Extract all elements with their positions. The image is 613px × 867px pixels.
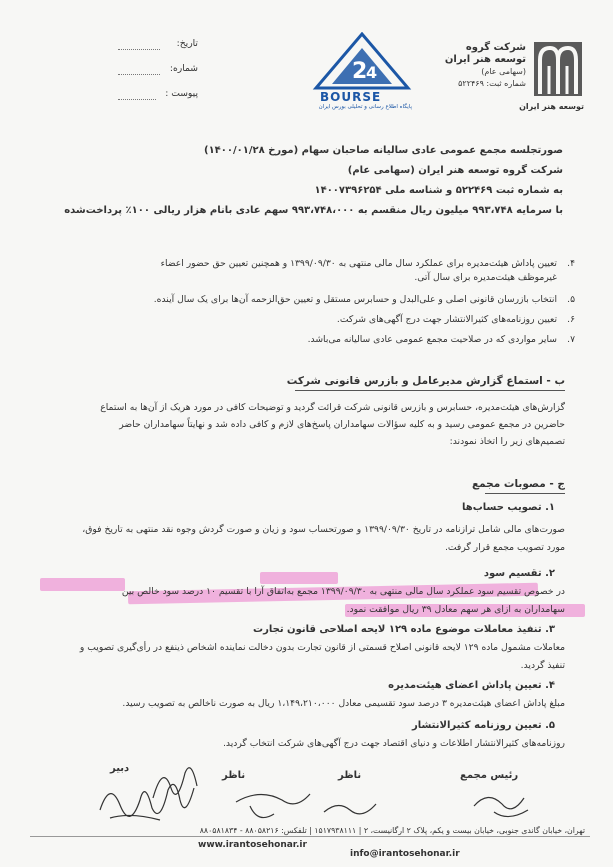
title-line-1: صورتجلسه مجمع عمومی عادی سالیانه صاحبان سهام (مورخ ۱۴۰۰/۰۱/۲۸) xyxy=(204,145,563,156)
bourse-logo xyxy=(312,32,412,112)
svg-text:4: 4 xyxy=(366,63,378,82)
meta-number-label: شماره: xyxy=(169,63,198,74)
company-block xyxy=(446,42,526,90)
title-block xyxy=(43,141,563,221)
agenda-item: ۶. تعیین روزنامه‌های کثیرالانتشار جهت درج آگهی‌های شرکت. xyxy=(336,314,575,325)
section-c-heading: ج - مصوبات مجمع xyxy=(471,478,565,490)
bourse-tagline: پایگاه اطلاع رسانی و تحلیلی بورس ایران xyxy=(318,104,412,110)
title-line-3: به شماره ثبت ۵۲۲۴۶۹ و شناسه ملی ۱۴۰۰۷۳۹۶۲۵۴ xyxy=(314,185,563,196)
resolution-item: ۱. تصویب حساب‌ها صورت‌های مالی شامل ترازنامه در تاریخ ۱۳۹۹/۰۹/۳۰ و صورتحساب سود و زیان و صورت گردش وجوه نقد منتهی به تاریخ فوق، مورد تصویب مجمع قرار گرفت. xyxy=(82,502,565,553)
signature-scribble xyxy=(145,758,205,808)
company-logo-caption: توسعه هنر ایران xyxy=(519,102,584,111)
resolution-item: ۵. تعیین روزنامه کثیرالانتشار روزنامه‌های کثیرالانتشار اطلاعات و دنیای اقتصاد جهت درج آگهی‌های شرکت انتخاب گردید. xyxy=(222,720,565,749)
agenda-item: ۴. تعیین پاداش هیئت‌مدیره برای عملکرد سال مالی منتهی به ۱۳۹۹/۰۹/۳۰ و همچنین تعیین حق حضور اعضاء غیرموظف هیئت‌مدیره برای سال آتی. xyxy=(160,258,575,283)
svg-text:2: 2 xyxy=(352,59,368,84)
bourse-wordmark: BOURSE xyxy=(320,90,382,104)
section-b-heading: ب - استماع گزارش مدیرعامل و بازرس قانونی شرکت xyxy=(286,375,565,387)
section-b: ب - استماع گزارش مدیرعامل و بازرس قانونی شرکت گزارش‌های هیئت‌مدیره، حسابرس و بازرس قانونی شرکت قرائت گردید و توضیحات کافی در مورد هریک از آن‌ها به استماع حاضرین در مجمع عمومی رسید و به کلیه سؤالات سهامداران پاسخ‌های لازم و کافی داده شد و نهایتاً سهامداران حاضر تصمیم‌های زیر را اتخاذ نمودند: xyxy=(45,375,565,450)
company-emblem-icon xyxy=(532,40,584,100)
signature-scribble xyxy=(230,780,320,830)
meta-attachment-label: پیوست : xyxy=(165,88,198,99)
agenda-list xyxy=(45,258,575,354)
agenda-item: ۵. انتخاب بازرسان قانونی اصلی و علی‌البدل و حسابرس مستقل و تعیین حق‌الزحمه آن‌ها برای یک سال آینده. xyxy=(153,294,575,305)
footer-address: تهران، خیابان گاندی جنوبی، خیابان بیست و یکم، پلاک ۲ ارگانیست، ۲ | ۱۵۱۷۹۳۸۱۱۱ | تلفکس: ۸۸۰۵۸۲۱۶ - ۸۸۰۵۸۱۸۳۴ xyxy=(199,826,585,835)
signature-scribble xyxy=(320,794,380,824)
signature-label-secretary: دبیر xyxy=(110,763,130,774)
resolution-item: ۳. تنفیذ معاملات موضوع ماده ۱۲۹ لایحه اصلاحی قانون تجارت معاملات مشمول ماده ۱۲۹ لایحه قانونی اصلاح قسمتی از قانون تجارت بدون دخالت نماینده اشخاص ذینفع در رأی‌گیری تصویب و تنفیذ گردید. xyxy=(79,624,565,671)
signature-label-chairman: رئیس مجمع xyxy=(460,770,519,781)
company-name-line2: توسعه هنر ایران xyxy=(444,54,526,65)
footer-email[interactable]: info@irantosehonar.ir xyxy=(350,849,460,859)
signature-label-observer: ناظر xyxy=(222,770,246,781)
signature-scribble xyxy=(468,786,538,826)
company-reg-no: شماره ثبت: ۵۲۲۴۶۹ xyxy=(458,79,526,88)
footer-website[interactable]: www.irantosehonar.ir xyxy=(198,840,307,850)
meta-fields xyxy=(118,38,198,108)
company-name-line1: شرکت گروه xyxy=(465,42,526,53)
signature-label-observer: ناظر xyxy=(338,770,362,781)
agenda-item: ۷. سایر مواردی که در صلاحیت مجمع عمومی عادی سالیانه می‌باشد. xyxy=(307,334,575,345)
title-line-2: شرکت گروه توسعه هنر ایران (سهامی عام) xyxy=(347,165,563,176)
section-c xyxy=(45,478,565,490)
resolutions-list xyxy=(45,502,565,756)
company-logo xyxy=(519,40,584,120)
resolution-item: ۲. تقسیم سود در خصوص تقسیم سود عملکرد سال مالی منتهی به ۱۳۹۹/۰۹/۳۰ مجمع به‌اتفاق آرا با تقسیم ۱۰ درصد سود خالص بین سهامداران به ازای هر سهم معادل ۳۹ ریال موافقت نمود. xyxy=(121,568,565,615)
resolution-item: ۴. تعیین پاداش اعضای هیئت‌مدیره مبلغ پاداش اعضای هیئت‌مدیره ۳ درصد سود تقسیمی معادل ۱،۱۴۹،۲۱۰،۰۰۰ ریال به صورت ناخالص به تصویب رسید. xyxy=(122,680,565,709)
bourse-triangle-icon xyxy=(312,32,412,90)
company-type: (سهامی عام) xyxy=(481,67,526,76)
meta-date-label: تاریخ: xyxy=(176,38,198,49)
title-line-4: با سرمایه ۹۹۳،۷۴۸ میلیون ریال منقسم به ۹۹۳،۷۴۸،۰۰۰ سهم عادی بانام هزار ریالی ۱۰۰٪ پرداخت‌شده xyxy=(64,205,563,216)
